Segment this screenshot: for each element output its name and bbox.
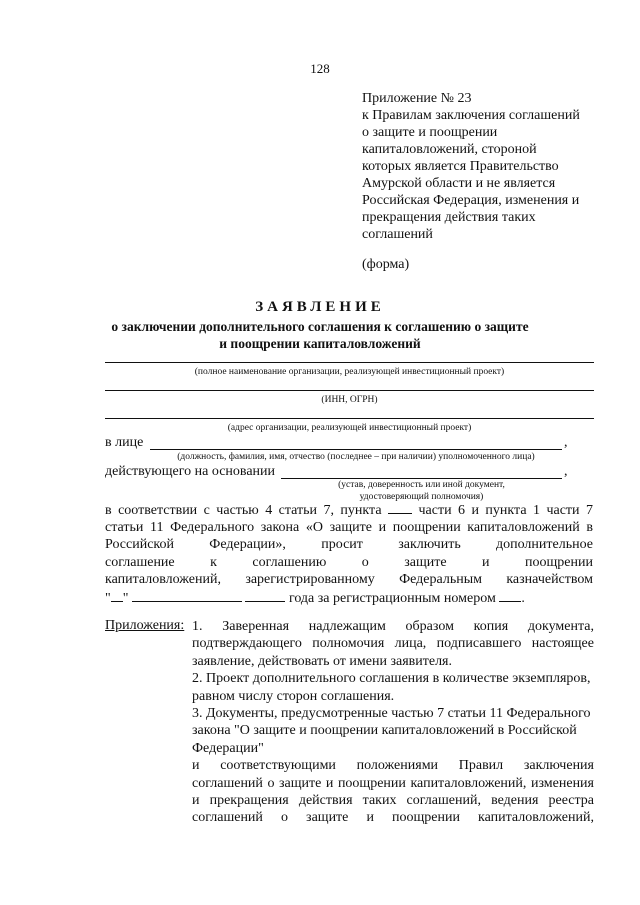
inn-caption: (ИНН, ОГРН)	[321, 395, 378, 405]
paragraph-line: " " года за регистрационным номером .	[105, 590, 525, 606]
appendix-line: прекращения действия таких	[362, 210, 536, 225]
subtitle-line: о заключении дополнительного соглашения к соглашению о защите	[111, 319, 529, 334]
comma: ,	[564, 464, 568, 479]
acting-field-line[interactable]	[281, 478, 562, 479]
year-blank[interactable]	[245, 589, 285, 602]
org-name-field-line[interactable]	[105, 362, 594, 363]
inn-field-line[interactable]	[105, 390, 594, 391]
attachment-line: равном числу сторон соглашения.	[192, 688, 395, 704]
org-name-caption: (полное наименование организации, реализующей инвестиционный проект)	[194, 367, 505, 377]
attachment-line: 3. Документы, предусмотренные частью 7 статьи 11 Федерального	[192, 705, 591, 721]
day-blank[interactable]	[111, 589, 123, 602]
appendix-line: о защите и поощрении	[362, 125, 498, 140]
appendix-line: к Правилам заключения соглашений	[362, 108, 580, 123]
attachment-line: и соответствующими положениями Правил заключения	[192, 758, 594, 774]
clause-blank[interactable]	[388, 501, 412, 514]
paragraph-line: соглашение к соглашению о защите и поощрении	[105, 554, 593, 570]
attachments-label: Приложения:	[105, 618, 185, 633]
document-title: ЗАЯВЛЕНИЕ	[255, 299, 385, 315]
appendix-line: которых является Правительство	[362, 159, 559, 174]
page-number: 128	[310, 61, 330, 76]
paragraph-line: статьи 11 Федерального закона «О защите и поощрении капиталовложений в	[105, 519, 593, 535]
attachment-line: Федерации"	[192, 740, 264, 756]
paragraph-line: Российской Федерации», просит заключить дополнительное	[105, 537, 593, 552]
in-person-caption: (должность, фамилия, имя, отчество (последнее – при наличии) уполномоченного лица)	[177, 452, 535, 462]
address-field-line[interactable]	[105, 418, 594, 419]
in-person-field-line[interactable]	[150, 449, 562, 450]
acting-caption: удостоверяющий полномочия)	[359, 492, 484, 502]
month-blank[interactable]	[132, 589, 242, 602]
paragraph-line: капиталовложений, зарегистрированному Федеральным казначейством	[105, 572, 593, 587]
attachment-line: заявление, действовать от имени заявителя.	[192, 653, 452, 669]
appendix-line: Приложение № 23	[362, 91, 472, 106]
comma: ,	[564, 435, 568, 450]
acting-caption: (устав, доверенность или иной документ,	[338, 480, 505, 490]
form-label: (форма)	[362, 257, 410, 272]
attachments-list	[192, 618, 594, 827]
attachment-line: 2. Проект дополнительного соглашения в количестве экземпляров,	[192, 671, 591, 687]
attachment-line: 1. Заверенная надлежащим образом копия документа,	[192, 619, 594, 634]
acting-label: действующего на основании	[105, 464, 276, 479]
registration-number-blank[interactable]	[499, 589, 521, 602]
attachment-line: и прекращения действия таких соглашений, ведения реестра	[192, 792, 594, 808]
attachment-line: подтверждающего полномочия лица, подписавшего настоящее	[192, 636, 594, 652]
appendix-header	[362, 90, 592, 243]
appendix-line: капиталовложений, стороной	[362, 142, 537, 157]
appendix-line: соглашений	[362, 227, 433, 242]
attachment-line: соглашений о защите и поощрении капиталовложений,	[192, 810, 594, 826]
paragraph-line: в соответствии с частью 4 статьи 7, пункта части 6 и пункта 1 части 7	[105, 503, 594, 518]
appendix-line: Амурской области и не является	[362, 176, 556, 191]
appendix-line: Российская Федерация, изменения и	[362, 193, 580, 208]
attachment-line: закона "О защите и поощрении капиталовложений в Российской	[192, 723, 577, 739]
attachment-line: соглашений о защите и поощрении капиталовложений, изменения	[192, 775, 594, 791]
in-person-label: в лице	[105, 435, 144, 450]
address-caption: (адрес организации, реализующей инвестиционный проект)	[227, 423, 472, 433]
document-subtitle	[0, 318, 640, 352]
request-paragraph	[105, 501, 593, 606]
subtitle-line: и поощрении капиталовложений	[219, 336, 421, 351]
